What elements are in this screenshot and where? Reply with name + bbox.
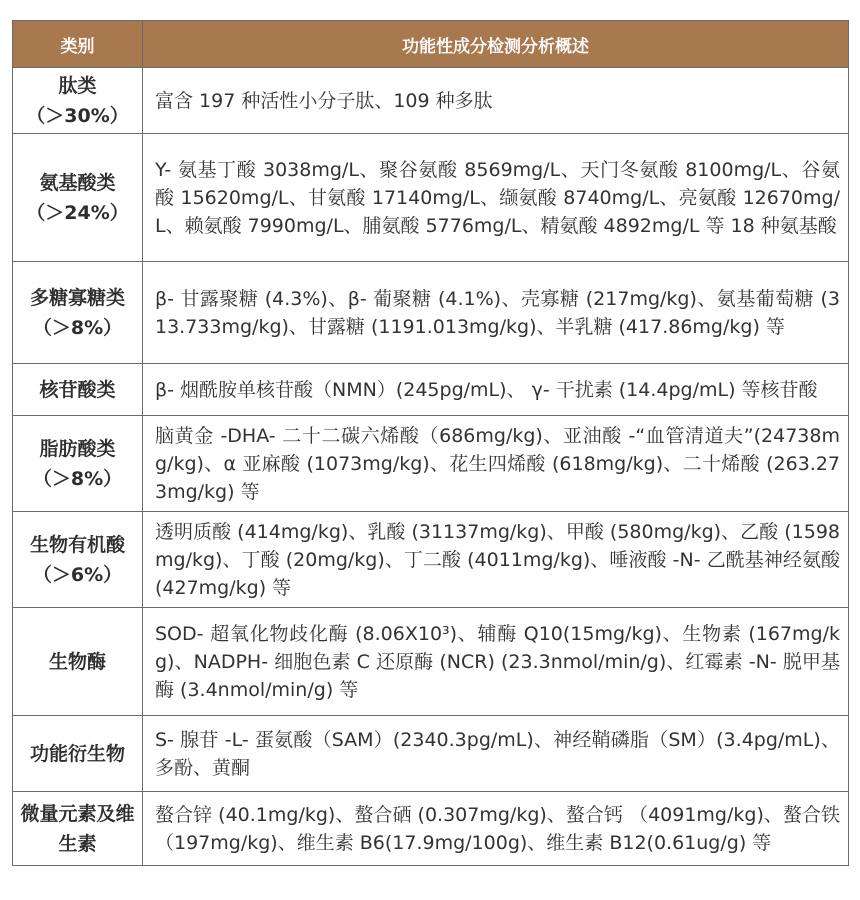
category-label: 生物酶 [48, 650, 106, 673]
description-cell: β- 烟酰胺单核苷酸（NMN）(245pg/mL)、 γ- 干扰素 (14.4pg/mL) 等核苷酸 [143, 364, 849, 416]
category-cell [13, 262, 143, 364]
table-row [13, 134, 849, 262]
table-row [13, 792, 849, 866]
category-label: 肽类 [58, 74, 97, 97]
description-cell: β- 甘露聚糖 (4.3%)、β- 葡聚糖 (4.1%)、壳寡糖 (217mg/kg)、氨基葡萄糖 (313.733mg/kg)、甘露糖 (1191.013mg/kg)、半乳糖 (417.86mg/kg) 等 [143, 262, 849, 364]
table-row [13, 716, 849, 792]
category-label: 功能衍生物 [29, 742, 125, 765]
category-label: 多糖寡糖类 [29, 286, 125, 309]
description-cell: S- 腺苷 -L- 蛋氨酸（SAM）(2340.3pg/mL)、神经鞘磷脂（SM）(3.4pg/mL)、多酚、黄酮 [143, 716, 849, 792]
category-cell [13, 608, 143, 716]
header-description: 功能性成分检测分析概述 [143, 21, 849, 68]
category-label: 微量元素及维生素 [20, 802, 135, 855]
table-row [13, 512, 849, 608]
table-row [13, 364, 849, 416]
category-cell [13, 416, 143, 512]
ingredient-table-container [12, 20, 848, 866]
table-row [13, 608, 849, 716]
description-cell: SOD- 超氧化物歧化酶 (8.06X10³)、辅酶 Q10(15mg/kg)、生物素 (167mg/kg)、NADPH- 细胞色素 C 还原酶 (NCR) (23.3nmol/min/g)、红霉素 -N- 脱甲基酶 (3.4nmol/min/g) 等 [143, 608, 849, 716]
category-label: 生物有机酸 [29, 533, 125, 556]
category-percent: （＞8%） [32, 467, 123, 490]
description-cell: 脑黄金 -DHA- 二十二碳六烯酸（686mg/kg)、亚油酸 -“血管清道夫”(24738mg/kg)、α 亚麻酸 (1073mg/kg)、花生四烯酸 (618mg/kg)、二十烯酸 (263.273mg/kg) 等 [143, 416, 849, 512]
table-row [13, 416, 849, 512]
description-cell: Y- 氨基丁酸 3038mg/L、聚谷氨酸 8569mg/L、天门冬氨酸 8100mg/L、谷氨酸 15620mg/L、甘氨酸 17140mg/L、缬氨酸 8740mg/L、亮氨酸 12670mg/L、赖氨酸 7990mg/L、脯氨酸 5776mg/L、精氨酸 4892mg/L 等 18 种氨基酸 [143, 134, 849, 262]
category-percent: （＞30%） [26, 104, 129, 127]
category-cell [13, 512, 143, 608]
category-percent: （＞6%） [32, 563, 123, 586]
category-cell [13, 68, 143, 134]
table-row [13, 68, 849, 134]
category-cell [13, 716, 143, 792]
category-label: 氨基酸类 [39, 171, 116, 194]
category-percent: （＞8%） [32, 316, 123, 339]
category-label: 脂肪酸类 [39, 437, 116, 460]
table-header-row [13, 21, 849, 68]
table-row [13, 262, 849, 364]
description-cell: 螯合锌 (40.1mg/kg)、螯合硒 (0.307mg/kg)、螯合钙 （4091mg/kg)、螯合铁 （197mg/kg)、维生素 B6(17.9mg/100g)、维生素 B12(0.61ug/g) 等 [143, 792, 849, 866]
category-cell [13, 134, 143, 262]
ingredient-table [12, 20, 849, 866]
category-percent: （＞24%） [26, 201, 129, 224]
description-cell: 透明质酸 (414mg/kg)、乳酸 (31137mg/kg)、甲酸 (580mg/kg)、乙酸 (1598mg/kg)、丁酸 (20mg/kg)、丁二酸 (4011mg/kg)、唾液酸 -N- 乙酰基神经氨酸 (427mg/kg) 等 [143, 512, 849, 608]
header-category: 类别 [13, 21, 143, 68]
category-label: 核苷酸类 [39, 378, 116, 401]
category-cell [13, 792, 143, 866]
category-cell [13, 364, 143, 416]
description-cell: 富含 197 种活性小分子肽、109 种多肽 [143, 68, 849, 134]
